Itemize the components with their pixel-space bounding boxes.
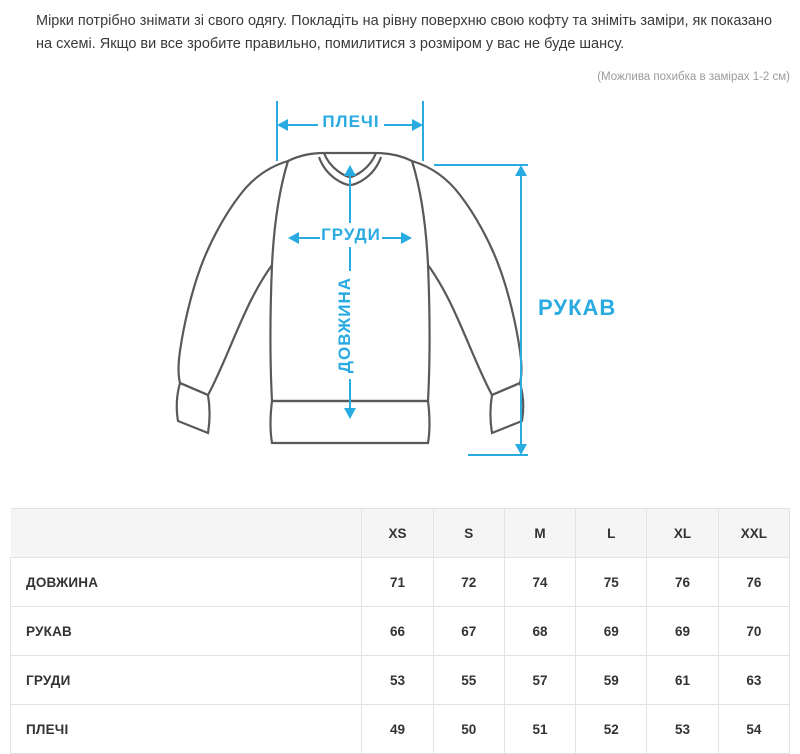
table-header-l: L: [576, 509, 647, 558]
table-row: [11, 558, 790, 607]
cell-length-l: 75: [576, 558, 647, 607]
cell-length-xxl: 76: [718, 558, 789, 607]
cell-sleeve-xl: 69: [647, 607, 718, 656]
size-diagram: [0, 83, 800, 473]
label-sleeve: РУКАВ: [538, 294, 617, 320]
table-header-blank: [11, 509, 362, 558]
cell-shoulders-l: 52: [576, 705, 647, 754]
cell-shoulders-xs: 49: [362, 705, 433, 754]
cell-sleeve-xxl: 70: [718, 607, 789, 656]
measurement-tolerance-note: (Можлива похибка в замірах 1-2 см): [597, 70, 790, 83]
cell-chest-xl: 61: [647, 656, 718, 705]
cell-sleeve-m: 68: [504, 607, 575, 656]
table-header-xl: XL: [647, 509, 718, 558]
table-header-m: M: [504, 509, 575, 558]
cell-chest-xxl: 63: [718, 656, 789, 705]
table-header-s: S: [433, 509, 504, 558]
table-header-xxl: XXL: [718, 509, 789, 558]
cell-chest-xs: 53: [362, 656, 433, 705]
cell-length-xl: 76: [647, 558, 718, 607]
cell-sleeve-l: 69: [576, 607, 647, 656]
cell-shoulders-xxl: 54: [718, 705, 789, 754]
table-header-xs: XS: [362, 509, 433, 558]
cell-length-m: 74: [504, 558, 575, 607]
cell-chest-s: 55: [433, 656, 504, 705]
table-header-row: [11, 509, 790, 558]
table-row: [11, 656, 790, 705]
size-table: [10, 508, 790, 754]
cell-length-xs: 71: [362, 558, 433, 607]
cell-sleeve-xs: 66: [362, 607, 433, 656]
row-label-shoulders: ПЛЕЧІ: [11, 705, 362, 754]
label-chest: ГРУДИ: [321, 224, 381, 244]
row-label-length: ДОВЖИНА: [11, 558, 362, 607]
cell-chest-m: 57: [504, 656, 575, 705]
cell-shoulders-s: 50: [433, 705, 504, 754]
instructions-text: Мірки потрібно знімати зі свого одягу. Покладіть на рівну поверхню свою кофту та зніміть заміри, як показано на схемі. Якщо ви все зробите правильно, помилитися з розміром у вас не буде шансу.: [36, 13, 773, 53]
cell-length-s: 72: [433, 558, 504, 607]
cell-chest-l: 59: [576, 656, 647, 705]
sweatshirt-schematic: [0, 83, 800, 473]
table-row: [11, 607, 790, 656]
row-label-sleeve: РУКАВ: [11, 607, 362, 656]
label-shoulders: ПЛЕЧІ: [322, 111, 380, 131]
row-label-chest: ГРУДИ: [11, 656, 362, 705]
label-length: ДОВЖИНА: [335, 276, 354, 374]
cell-shoulders-m: 51: [504, 705, 575, 754]
cell-sleeve-s: 67: [433, 607, 504, 656]
cell-shoulders-xl: 53: [647, 705, 718, 754]
table-row: [11, 705, 790, 754]
